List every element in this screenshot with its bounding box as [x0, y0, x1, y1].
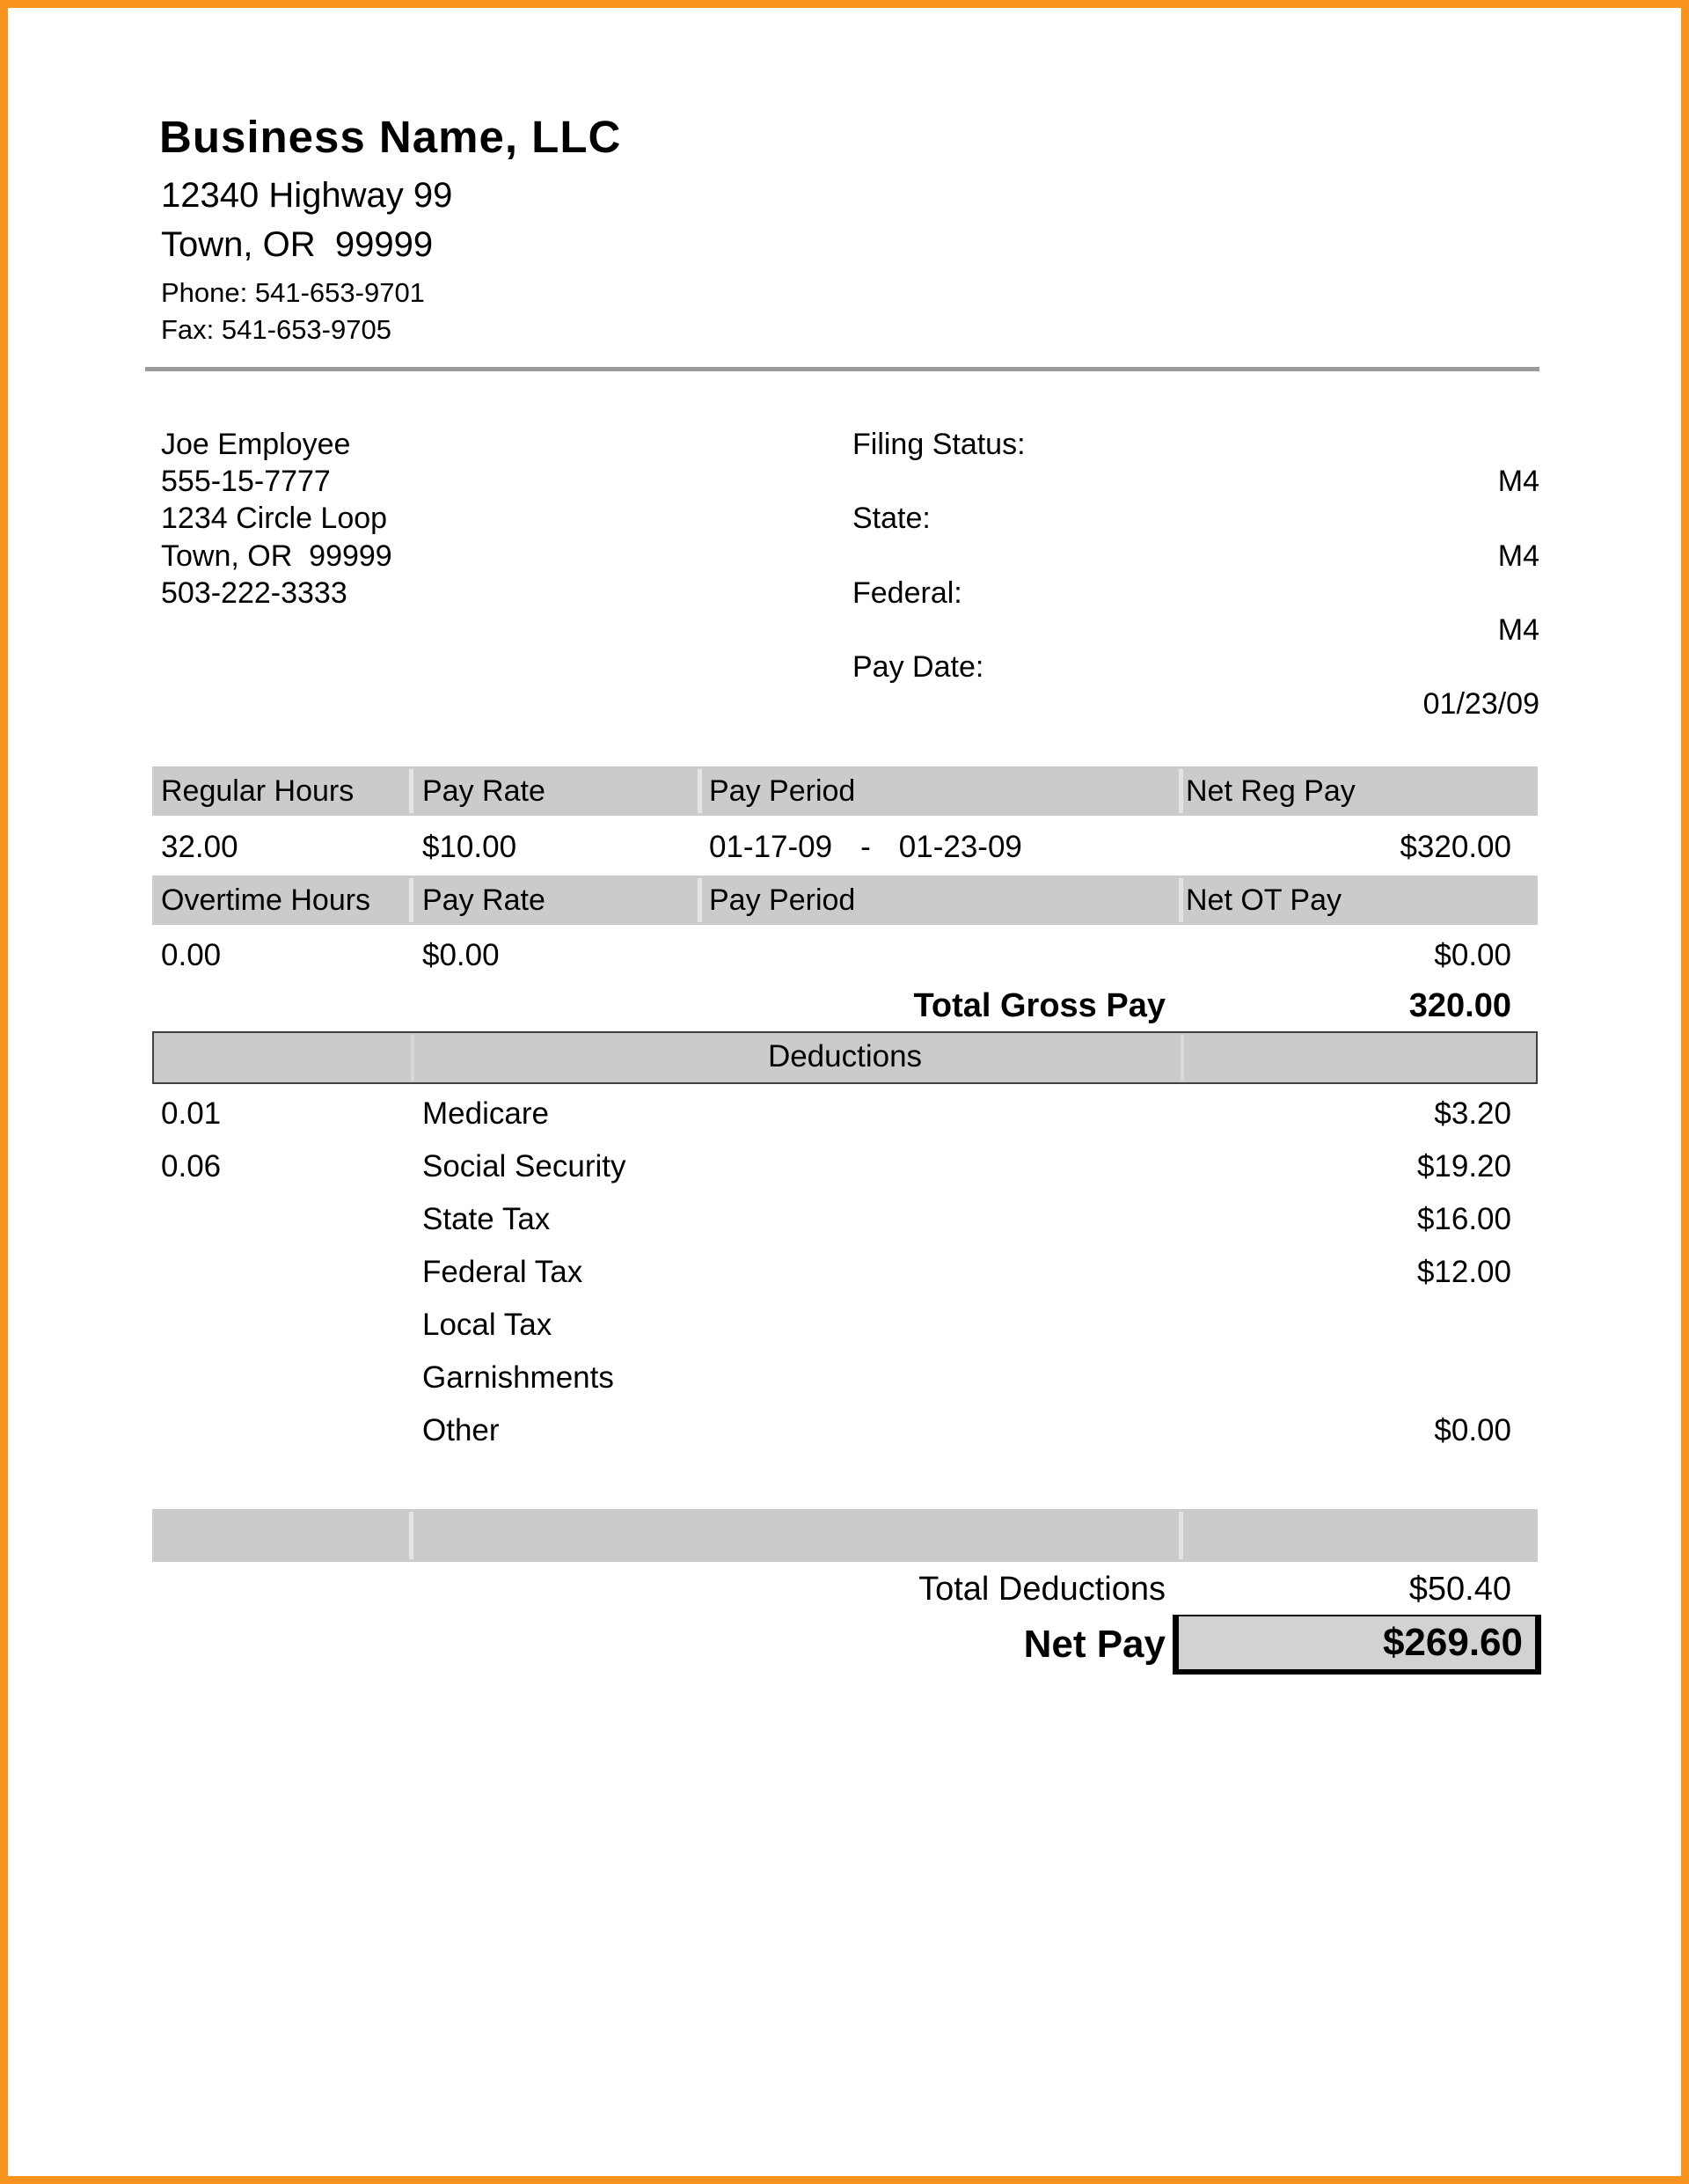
regular-earnings-header-row	[152, 766, 1538, 816]
pay-period-separator: -	[860, 830, 871, 864]
regular-hours-header: Regular Hours	[161, 774, 355, 808]
filing-status-value: M4	[1497, 465, 1539, 498]
deductions-footer-bar	[152, 1509, 1538, 1562]
pay-period-header: Pay Period	[709, 883, 856, 917]
deduction-rate: 0.06	[161, 1149, 222, 1184]
deduction-name: Federal Tax	[422, 1255, 583, 1289]
employee-ssn: 555-15-7777	[161, 465, 331, 498]
employee-phone: 503-222-3333	[161, 576, 347, 610]
deductions-header-bar	[152, 1031, 1538, 1084]
deduction-name: Local Tax	[422, 1308, 552, 1342]
employee-name: Joe Employee	[161, 428, 351, 461]
column-separator	[698, 769, 702, 813]
column-separator	[409, 1512, 413, 1559]
deduction-name: Other	[422, 1413, 500, 1447]
business-phone: Phone: 541-653-9701	[161, 277, 425, 308]
header-divider	[145, 367, 1539, 371]
column-separator	[1179, 769, 1183, 813]
state-label: State:	[852, 502, 931, 535]
pay-period-header: Pay Period	[709, 774, 856, 808]
net-pay-box	[1173, 1615, 1541, 1675]
total-deductions-value: $50.40	[1408, 1571, 1511, 1608]
overtime-hours-value: 0.00	[161, 938, 222, 972]
federal-value: M4	[1497, 613, 1539, 647]
net-reg-pay-value: $320.00	[1400, 830, 1511, 864]
pay-period-value	[709, 825, 1022, 869]
deduction-amount: $16.00	[1416, 1202, 1511, 1236]
deduction-name: Social Security	[422, 1149, 626, 1184]
overtime-earnings-header-row	[152, 876, 1538, 925]
net-ot-pay-value: $0.00	[1434, 938, 1511, 972]
regular-hours-value: 32.00	[161, 830, 238, 864]
net-pay-value: $269.60	[1382, 1621, 1523, 1664]
overtime-hours-header: Overtime Hours	[161, 883, 371, 917]
pay-date-value: 01/23/09	[1422, 687, 1539, 721]
column-separator	[1181, 1035, 1184, 1081]
column-separator	[1179, 878, 1183, 922]
employee-address-line1: 1234 Circle Loop	[161, 502, 388, 535]
deduction-name: Garnishments	[422, 1360, 614, 1395]
regular-pay-rate-value: $10.00	[422, 830, 517, 864]
total-deductions-label: Total Deductions	[918, 1571, 1166, 1608]
column-separator	[409, 769, 413, 813]
total-gross-pay-value: 320.00	[1408, 987, 1511, 1024]
net-ot-pay-header: Net OT Pay	[1186, 883, 1342, 917]
deduction-name: State Tax	[422, 1202, 551, 1236]
deduction-amount: $0.00	[1434, 1413, 1511, 1447]
column-separator	[411, 1035, 414, 1081]
deduction-amount: $12.00	[1416, 1255, 1511, 1289]
employee-address-line2: Town, OR 99999	[161, 539, 392, 573]
deduction-amount: $19.20	[1416, 1149, 1511, 1184]
business-address-line1: 12340 Highway 99	[161, 176, 453, 215]
total-gross-pay-label: Total Gross Pay	[913, 987, 1166, 1024]
deductions-header: Deductions	[767, 1039, 923, 1074]
business-address-line2: Town, OR 99999	[161, 225, 434, 264]
deduction-amount: $3.20	[1434, 1096, 1511, 1131]
pay-date-label: Pay Date:	[852, 650, 984, 684]
column-separator	[698, 878, 702, 922]
overtime-pay-rate-value: $0.00	[422, 938, 500, 972]
deduction-rate: 0.01	[161, 1096, 222, 1131]
business-name: Business Name, LLC	[159, 112, 622, 162]
net-reg-pay-header: Net Reg Pay	[1186, 774, 1356, 808]
business-fax: Fax: 541-653-9705	[161, 314, 391, 345]
pay-period-start: 01-17-09	[709, 830, 833, 864]
federal-label: Federal:	[852, 576, 962, 610]
column-separator	[409, 878, 413, 922]
column-separator	[1179, 1512, 1183, 1559]
pay-period-end: 01-23-09	[898, 830, 1022, 864]
deduction-name: Medicare	[422, 1096, 549, 1131]
pay-rate-header: Pay Rate	[422, 774, 545, 808]
state-value: M4	[1497, 539, 1539, 573]
net-pay-label: Net Pay	[1023, 1623, 1166, 1666]
pay-rate-header: Pay Rate	[422, 883, 545, 917]
filing-status-label: Filing Status:	[852, 428, 1026, 461]
